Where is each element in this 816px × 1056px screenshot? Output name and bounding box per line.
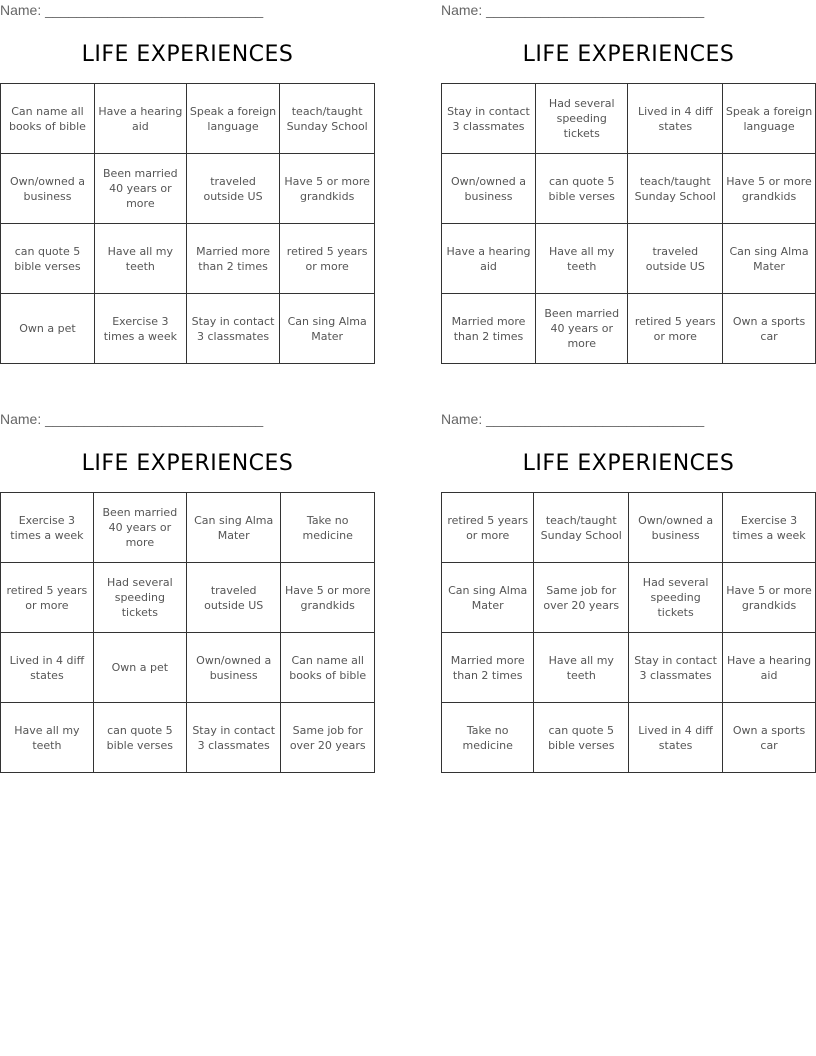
bingo-cell: retired 5 years or more	[1, 563, 94, 633]
grid-row	[442, 84, 816, 154]
grid-row	[1, 84, 375, 154]
grid-row	[442, 563, 816, 633]
name-line: Name: ____________________________	[441, 411, 705, 427]
grid-row	[1, 493, 375, 563]
card-title: LIFE EXPERIENCES	[522, 42, 735, 67]
name-line: Name: ____________________________	[441, 2, 705, 18]
bingo-cell: teach/taught Sunday School	[628, 154, 723, 224]
bingo-cell: Married more than 2 times	[186, 224, 280, 294]
bingo-cell: Have a hearing aid	[94, 84, 186, 154]
bingo-cell: Had several speeding tickets	[536, 84, 628, 154]
bingo-cell: Take no medicine	[442, 703, 534, 773]
bingo-cell: Have all my teeth	[1, 703, 94, 773]
grid-row	[1, 703, 375, 773]
bingo-cell: Had several speeding tickets	[629, 563, 723, 633]
grid-row	[1, 633, 375, 703]
grid-row	[442, 294, 816, 364]
bingo-cell: Have a hearing aid	[723, 633, 816, 703]
bingo-cell: Same job for over 20 years	[281, 703, 375, 773]
bingo-cell: retired 5 years or more	[280, 224, 375, 294]
bingo-cell: Have 5 or more grandkids	[281, 563, 375, 633]
bingo-cell: Own a pet	[93, 633, 186, 703]
name-line: Name: ____________________________	[0, 411, 264, 427]
grid-row	[442, 703, 816, 773]
bingo-cell: Stay in contact 3 classmates	[629, 633, 723, 703]
card-title: LIFE EXPERIENCES	[522, 451, 735, 476]
bingo-cell: Lived in 4 diff states	[1, 633, 94, 703]
grid-row	[442, 224, 816, 294]
bingo-cell: can quote 5 bible verses	[1, 224, 95, 294]
bingo-cell: Own/owned a business	[629, 493, 723, 563]
bingo-cell: Exercise 3 times a week	[723, 493, 816, 563]
bingo-cell: Have all my teeth	[534, 633, 629, 703]
bingo-cell: Have 5 or more grandkids	[280, 154, 375, 224]
bingo-cell: Married more than 2 times	[442, 633, 534, 703]
bingo-cell: teach/taught Sunday School	[280, 84, 375, 154]
grid-row	[442, 493, 816, 563]
bingo-cell: traveled outside US	[186, 154, 280, 224]
bingo-cell: Have 5 or more grandkids	[723, 563, 816, 633]
bingo-cell: Can sing Alma Mater	[723, 224, 816, 294]
bingo-grid	[0, 492, 375, 773]
bingo-cell: teach/taught Sunday School	[534, 493, 629, 563]
bingo-cell: Can sing Alma Mater	[280, 294, 375, 364]
bingo-cell: Own a pet	[1, 294, 95, 364]
bingo-grid	[441, 492, 816, 773]
bingo-cell: traveled outside US	[628, 224, 723, 294]
bingo-cell: Can sing Alma Mater	[186, 493, 281, 563]
bingo-cell: Own a sports car	[723, 294, 816, 364]
bingo-cell: Been married 40 years or more	[536, 294, 628, 364]
bingo-cell: Have 5 or more grandkids	[723, 154, 816, 224]
bingo-cell: Take no medicine	[281, 493, 375, 563]
grid-row	[1, 294, 375, 364]
grid-row	[1, 224, 375, 294]
bingo-cell: Lived in 4 diff states	[629, 703, 723, 773]
bingo-cell: Stay in contact 3 classmates	[186, 294, 280, 364]
bingo-cell: Have all my teeth	[536, 224, 628, 294]
card-title: LIFE EXPERIENCES	[81, 451, 294, 476]
bingo-cell: traveled outside US	[186, 563, 281, 633]
grid-row	[442, 633, 816, 703]
bingo-cell: Own/owned a business	[442, 154, 536, 224]
bingo-cell: Exercise 3 times a week	[94, 294, 186, 364]
bingo-cell: Can name all books of bible	[281, 633, 375, 703]
grid-row	[442, 154, 816, 224]
bingo-cell: Speak a foreign language	[723, 84, 816, 154]
bingo-cell: retired 5 years or more	[442, 493, 534, 563]
bingo-cell: Married more than 2 times	[442, 294, 536, 364]
bingo-cell: Speak a foreign language	[186, 84, 280, 154]
bingo-cell: Stay in contact 3 classmates	[186, 703, 281, 773]
bingo-cell: Stay in contact 3 classmates	[442, 84, 536, 154]
bingo-cell: Been married 40 years or more	[94, 154, 186, 224]
bingo-cell: Been married 40 years or more	[93, 493, 186, 563]
bingo-cell: can quote 5 bible verses	[536, 154, 628, 224]
grid-row	[1, 154, 375, 224]
bingo-cell: Have a hearing aid	[442, 224, 536, 294]
bingo-grid	[441, 83, 816, 364]
bingo-cell: retired 5 years or more	[628, 294, 723, 364]
bingo-cell: Had several speeding tickets	[93, 563, 186, 633]
bingo-cell: Own a sports car	[723, 703, 816, 773]
bingo-grid	[0, 83, 375, 364]
bingo-cell: Exercise 3 times a week	[1, 493, 94, 563]
bingo-cell: Can sing Alma Mater	[442, 563, 534, 633]
bingo-cell: Same job for over 20 years	[534, 563, 629, 633]
grid-row	[1, 563, 375, 633]
bingo-cell: Can name all books of bible	[1, 84, 95, 154]
bingo-cell: can quote 5 bible verses	[534, 703, 629, 773]
bingo-cell: Lived in 4 diff states	[628, 84, 723, 154]
bingo-cell: Have all my teeth	[94, 224, 186, 294]
bingo-cell: Own/owned a business	[186, 633, 281, 703]
bingo-cell: Own/owned a business	[1, 154, 95, 224]
name-line: Name: ____________________________	[0, 2, 264, 18]
card-title: LIFE EXPERIENCES	[81, 42, 294, 67]
bingo-cell: can quote 5 bible verses	[93, 703, 186, 773]
